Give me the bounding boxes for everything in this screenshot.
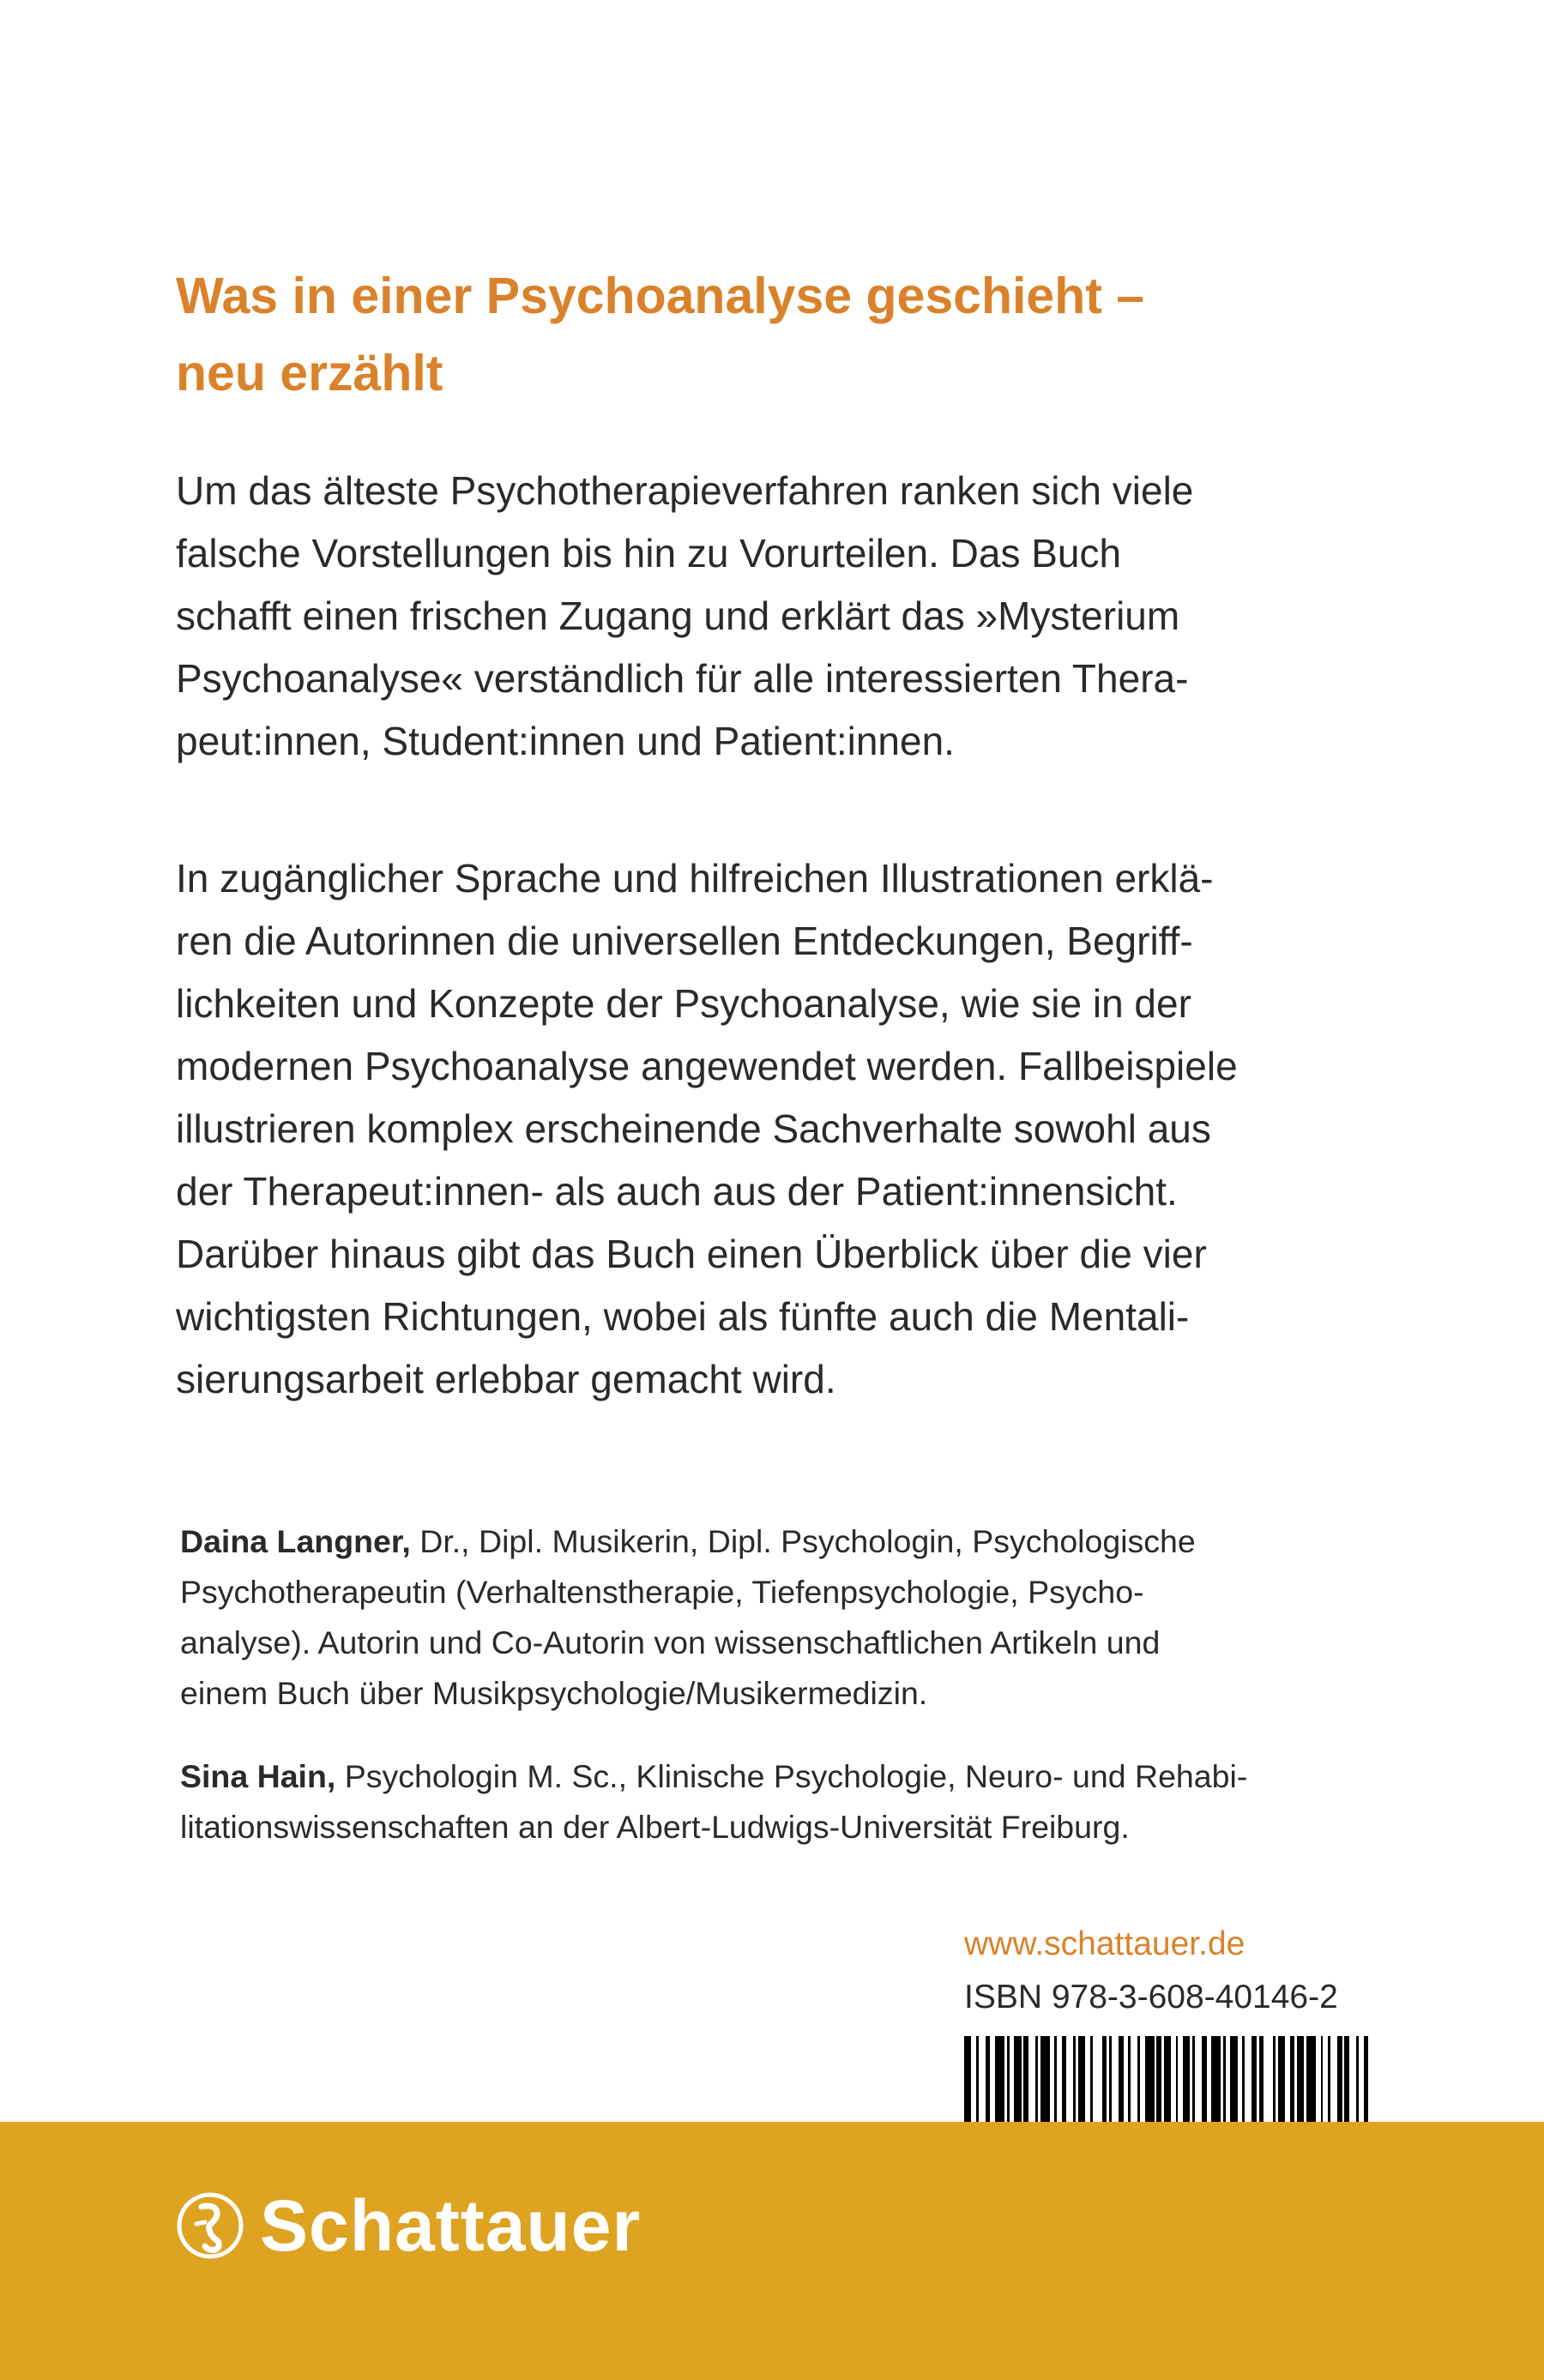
description-paragraph-1: [176, 460, 1394, 773]
barcode-bar: [995, 2036, 1004, 2122]
barcode-bar: [1145, 2036, 1155, 2122]
barcode-gap: [1066, 2036, 1073, 2122]
barcode-bar: [1211, 2036, 1221, 2122]
text-line: falsche Vorstellungen bis hin zu Vorurteilen. Das Buch: [176, 531, 1122, 575]
barcode-gap: [1349, 2036, 1356, 2122]
barcode-bar: [1164, 2036, 1171, 2122]
text-line: der Therapeut:innen- als auch aus der Patient:innensicht.: [176, 1169, 1178, 1214]
barcode-bar: [1230, 2036, 1237, 2122]
publisher-logo: [176, 2183, 641, 2269]
barcode-gap: [1028, 2036, 1035, 2122]
barcode-gap: [1093, 2036, 1102, 2122]
barcode-gap: [1368, 2036, 1375, 2122]
isbn-number: ISBN 978-3-608-40146-2: [964, 1979, 1338, 2015]
barcode-gap: [1131, 2036, 1137, 2122]
headline-line-1: Was in einer Psychoanalyse geschieht –: [176, 268, 1145, 324]
headline-line-2: neu erzählt: [176, 345, 443, 401]
text-line: Um das älteste Psychotherapieverfahren ranken sich viele: [176, 468, 1194, 513]
bio-line: litationswissenschaften an der Albert-Ludwigs-Universität Freiburg.: [180, 1809, 1130, 1845]
barcode-bar: [964, 2036, 971, 2122]
publisher-name: Schattauer: [260, 2185, 642, 2266]
barcode-gap: [1195, 2036, 1202, 2122]
bio-line: [180, 1751, 1398, 1802]
barcode-bar: [1183, 2036, 1190, 2122]
seahorse-icon: [176, 2191, 244, 2260]
publisher-website: www.schattauer.de: [964, 1925, 1245, 1962]
text-line: peut:innen, Student:innen und Patient:innen.: [176, 719, 955, 763]
barcode: [964, 2036, 1376, 2122]
barcode-bar: [1014, 2036, 1021, 2122]
barcode-gap: [979, 2036, 986, 2122]
text-line: Darüber hinaus gibt das Buch einen Überblick über die vier: [176, 1232, 1207, 1276]
author-name: Sina Hain,: [180, 1758, 336, 1794]
bio-text: Psychologin M. Sc., Klinische Psychologie, Neuro- und Rehabi-: [335, 1758, 1248, 1794]
text-line: illustrieren komplex erscheinende Sachverhalte sowohl aus: [176, 1106, 1211, 1151]
author-bio-langner: [180, 1516, 1398, 1719]
text-line: ren die Autorinnen die universellen Entdeckungen, Begriff-: [176, 919, 1193, 963]
barcode-bar: [1278, 2036, 1285, 2122]
barcode-bar: [1078, 2036, 1085, 2122]
barcode-gap: [1264, 2036, 1273, 2122]
barcode-bar: [1297, 2036, 1304, 2122]
bio-text: Dr., Dipl. Musikerin, Dipl. Psychologin, Psychologische: [410, 1523, 1196, 1559]
barcode-gap: [1330, 2036, 1337, 2122]
text-line: sierungsarbeit erlebbar gemacht wird.: [176, 1357, 836, 1401]
bio-line: [180, 1516, 1398, 1567]
headline: [176, 257, 1377, 412]
barcode-bar: [1040, 2036, 1050, 2122]
bio-line: Psychotherapeutin (Verhaltenstherapie, Tiefenpsychologie, Psycho-: [180, 1574, 1144, 1610]
text-line: lichkeiten und Konzepte der Psychoanalyse, wie sie in der: [176, 981, 1191, 1026]
text-line: schafft einen frischen Zugang und erklärt das »Mysterium: [176, 593, 1180, 638]
barcode-bar: [1306, 2036, 1316, 2122]
bio-line: analyse). Autorin und Co-Autorin von wissenschaftlichen Artikeln und: [180, 1624, 1161, 1660]
text-line: In zugänglicher Sprache und hilfreichen Illustrationen erklä-: [176, 856, 1214, 901]
barcode-gap: [1112, 2036, 1119, 2122]
bio-line: einem Buch über Musikpsychologie/Musikermedizin.: [180, 1675, 928, 1711]
text-line: Psychoanalyse« verständlich für alle interessierten Thera-: [176, 656, 1189, 701]
author-bio-hain: [180, 1751, 1398, 1853]
author-name: Daina Langner,: [180, 1523, 411, 1559]
barcode-gap: [1245, 2036, 1251, 2122]
text-line: wichtigsten Richtungen, wobei als fünfte auch die Mentali-: [176, 1294, 1190, 1339]
description-paragraph-2: [176, 847, 1394, 1411]
text-line: modernen Psychoanalyse angewendet werden. Fallbeispiele: [176, 1044, 1238, 1088]
